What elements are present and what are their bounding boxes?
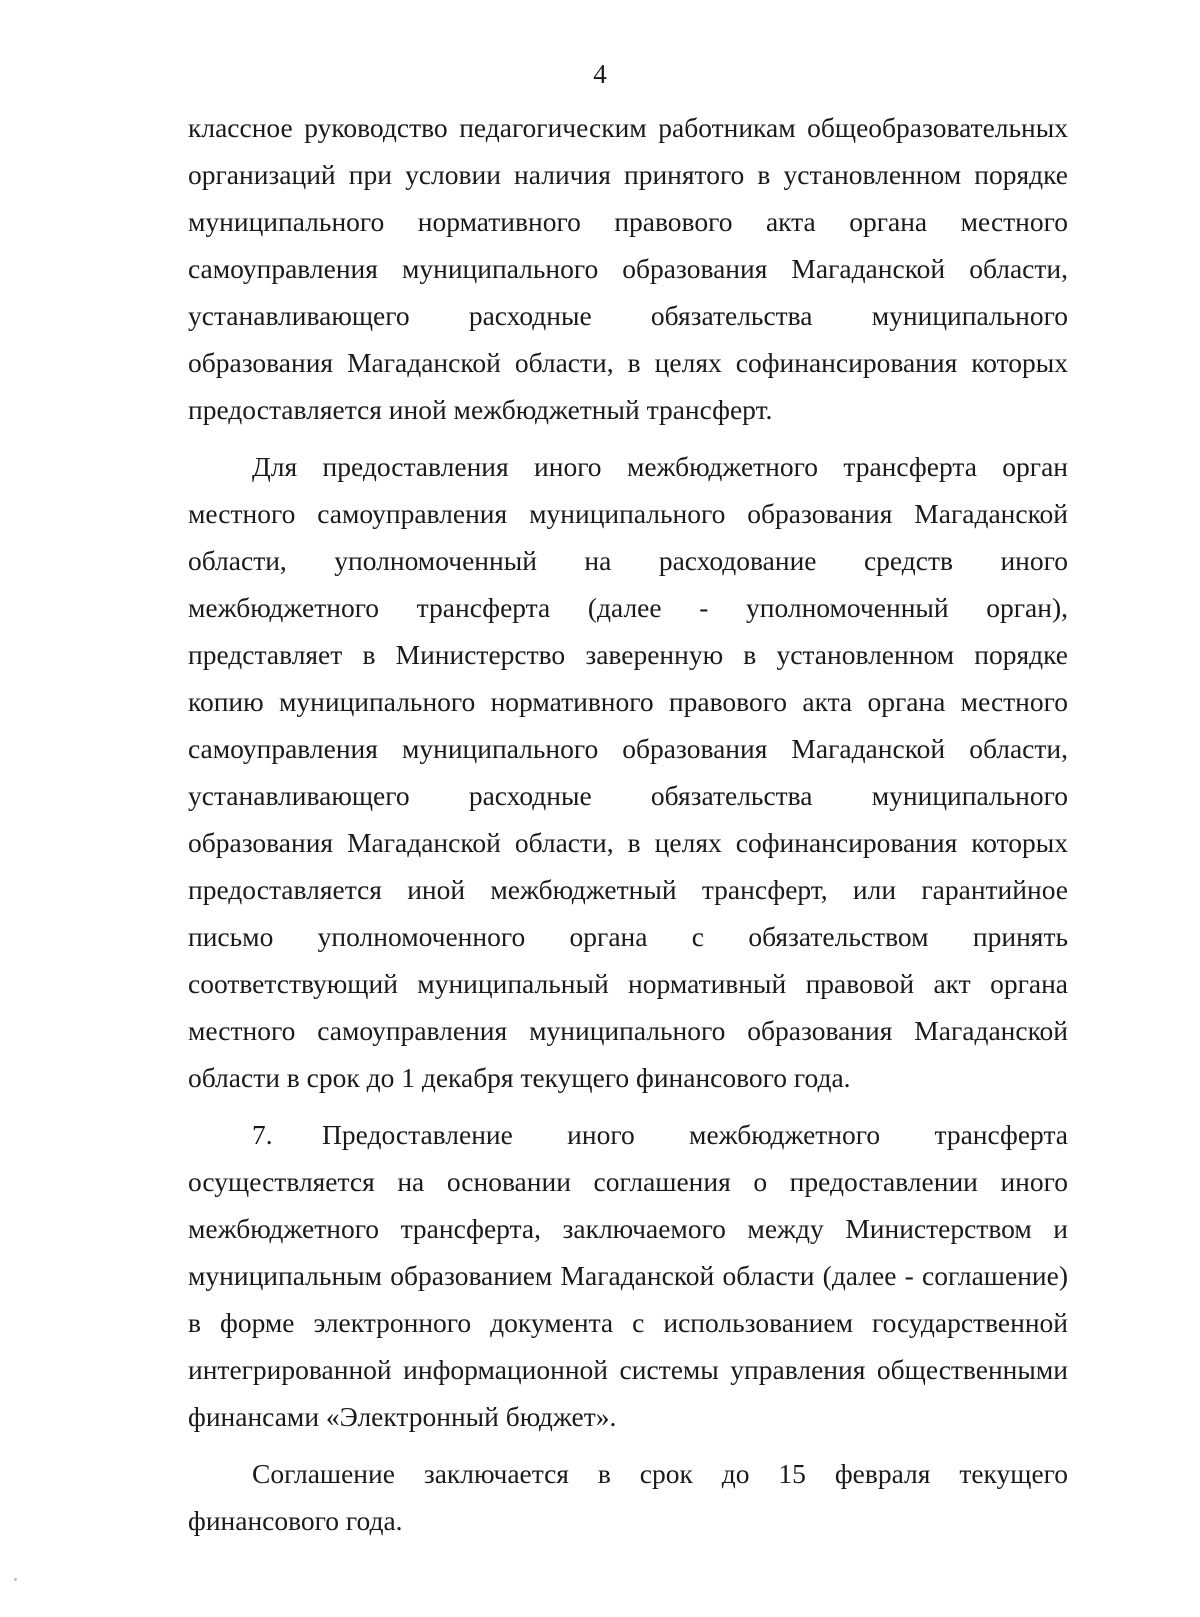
paragraph-item-7 [188, 1111, 1068, 1440]
paragraph-agreement-deadline [188, 1450, 1068, 1544]
text-line: предоставляется иной межбюджетный трансферт, или гарантийное [188, 874, 1068, 905]
text-line: области, уполномоченный на расходование средств иного [188, 545, 1068, 576]
page-number: 4 [593, 59, 607, 89]
text-line: образования Магаданской области, в целях софинансирования которых [188, 347, 1068, 378]
paragraph-continuation [188, 104, 1068, 433]
text-line: финансового года. [188, 1505, 403, 1536]
text-line: межбюджетного трансферта, заключаемого между Министерством и [188, 1213, 1068, 1244]
paragraph-submission-requirements [188, 443, 1068, 1101]
document-body [188, 104, 1068, 1554]
text-line: устанавливающего расходные обязательства муниципального [188, 300, 1068, 331]
text-line: области в срок до 1 декабря текущего финансового года. [188, 1062, 851, 1093]
text-line: устанавливающего расходные обязательства муниципального [188, 780, 1068, 811]
text-line: предоставляется иной межбюджетный трансферт. [188, 394, 773, 425]
text-line [188, 1111, 1068, 1158]
text-line: интегрированной информационной системы управления общественными [188, 1354, 1068, 1385]
text-line: местного самоуправления муниципального образования Магаданской [188, 1015, 1068, 1046]
text-line: муниципальным образованием Магаданской области (далее - соглашение) [188, 1260, 1068, 1291]
item-number: 7. [252, 1119, 273, 1150]
text-line: копию муниципального нормативного правового акта органа местного [188, 686, 1068, 717]
text-line: письмо уполномоченного органа с обязательством принять [188, 921, 1068, 952]
text-line: межбюджетного трансферта (далее - уполномоченный орган), [188, 592, 1068, 623]
text-line: осуществляется на основании соглашения о предоставлении иного [188, 1166, 1068, 1197]
text-line: организаций при условии наличия принятого в установленном порядке [188, 159, 1068, 190]
text-line: представляет в Министерство заверенную в установленном порядке [188, 639, 1068, 670]
text-line: муниципального нормативного правового акта органа местного [188, 206, 1068, 237]
text-line: самоуправления муниципального образования Магаданской области, [188, 733, 1068, 764]
text-line: соответствующий муниципальный нормативный правовой акт органа [188, 968, 1068, 999]
text-line: финансами «Электронный бюджет». [188, 1401, 617, 1432]
text-line: Для предоставления иного межбюджетного трансферта орган [252, 451, 1068, 482]
text-line: местного самоуправления муниципального образования Магаданской [188, 498, 1068, 529]
text-line: образования Магаданской области, в целях софинансирования которых [188, 827, 1068, 858]
text-line: Соглашение заключается в срок до 15 февраля текущего [252, 1458, 1068, 1489]
text-line: классное руководство педагогическим работникам общеобразовательных [188, 112, 1068, 143]
text-line: самоуправления муниципального образования Магаданской области, [188, 253, 1068, 284]
item-text: Предоставление иного межбюджетного трансферта [322, 1119, 1068, 1150]
text-line: в форме электронного документа с использованием государственной [188, 1307, 1068, 1338]
scan-artifact [14, 1578, 17, 1581]
